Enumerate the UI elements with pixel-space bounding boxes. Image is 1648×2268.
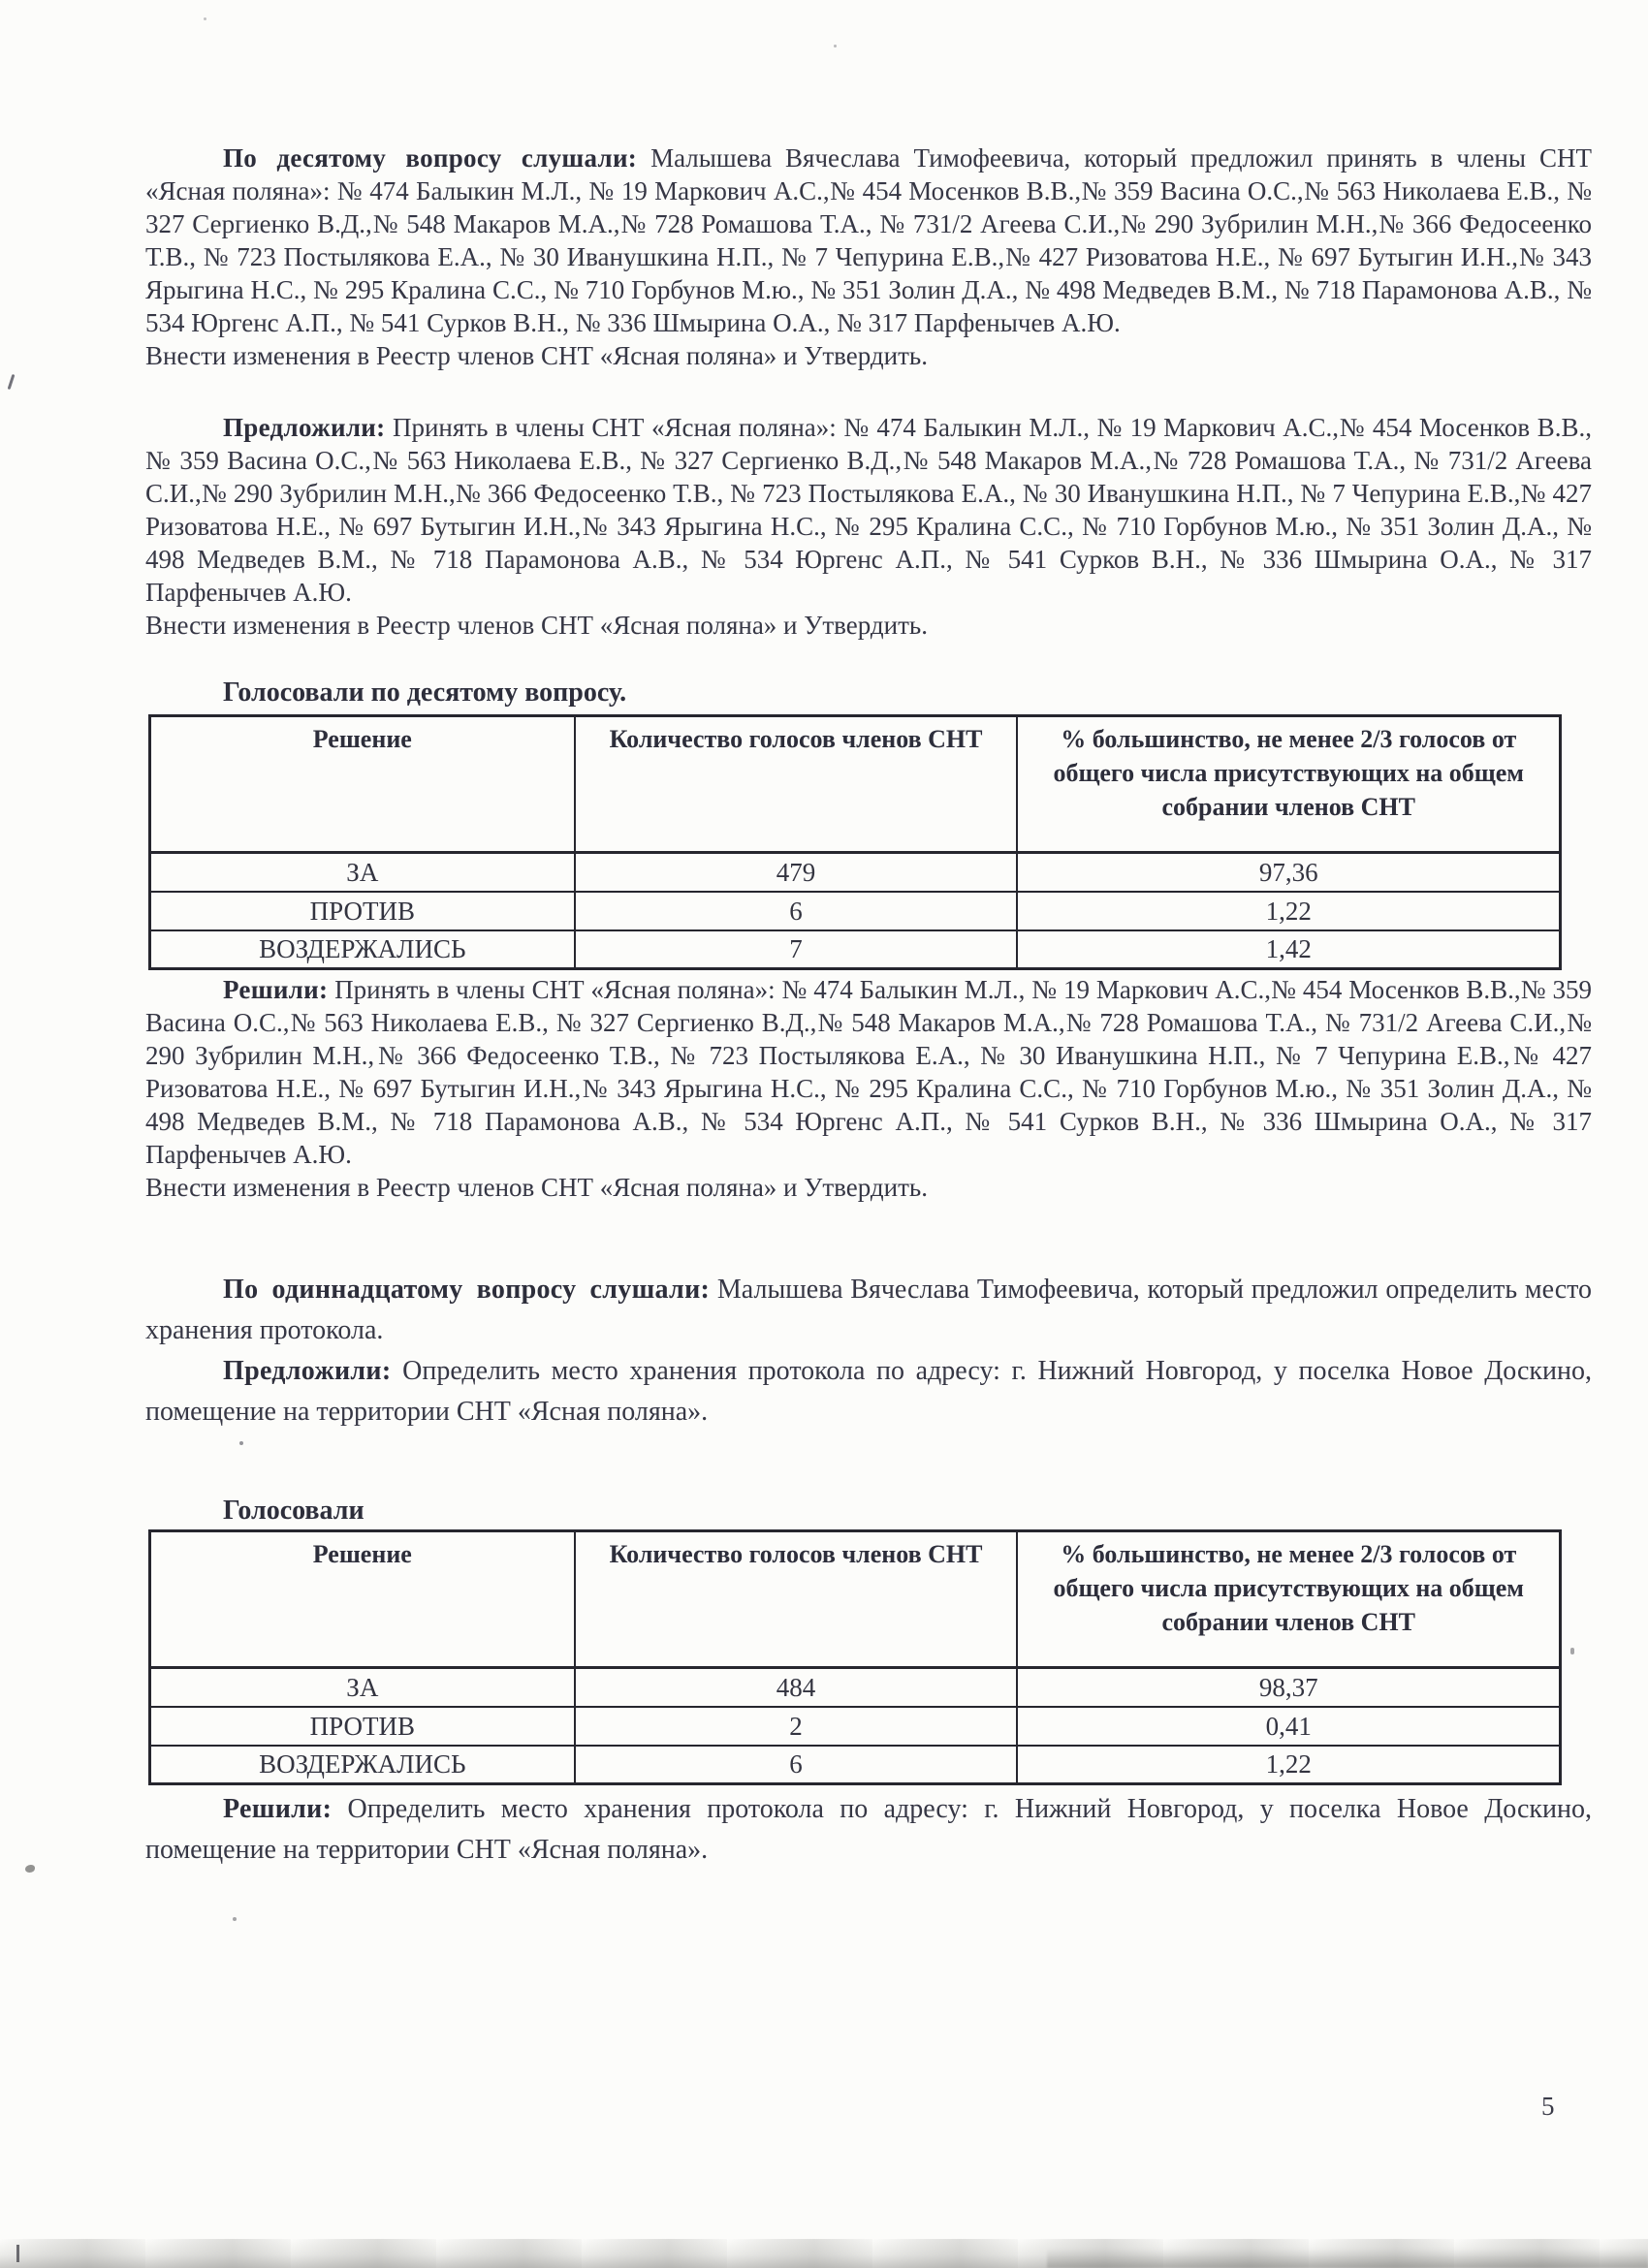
- vote-count-cell: 6: [575, 1746, 1018, 1784]
- q10-resolved-body: Принять в члены СНТ «Ясная поляна»: № 474 Балыкин М.Л., № 19 Маркович А.С.,№ 454 Мосенков В.В.,№ 359 Васина О.С.,№ 563 Николаева Е.В., № 327 Сергиенко В.Д.,№ 548 Макаров М.А.,№ 728 Ромашова Т.А., № 731/2 Агеева С.И.,№ 290 Зубрилин М.Н.,№ 366 Федосеенко Т.В., № 723 Постылякова Е.А., № 30 Иванушкина Н.П., № 7 Чепурина Е.В.,№ 427 Ризоватова Н.Е., № 697 Бутыгин И.Н.,№ 343 Ярыгина Н.С., № 295 Кралина С.С., № 710 Горбунов М.ю., № 351 Золин Д.А., № 498 Медведев В.М., № 718 Парамонова А.В., № 534 Юргенс А.П., № 541 Сурков В.Н., № 336 Шмырина О.А., № 317 Парфенычев А.Ю.: [145, 975, 1592, 1169]
- table-row: [150, 1746, 1561, 1784]
- table-row: [150, 1707, 1561, 1746]
- q11-proposed-lead: Предложили:: [223, 1356, 392, 1386]
- table-row: [150, 853, 1561, 892]
- vote-option-cell: ЗА: [150, 1668, 575, 1707]
- vote-option-cell: ПРОТИВ: [150, 892, 575, 930]
- vote-count-cell: 479: [575, 853, 1018, 892]
- scan-corner-tick: [16, 2245, 19, 2262]
- q11-heard-paragraph: [145, 1270, 1592, 1351]
- q10-proposed-lead: Предложили:: [223, 413, 386, 442]
- q10-proposed-section: [145, 411, 1592, 642]
- vote-option-cell: ВОЗДЕРЖАЛИСЬ: [150, 1746, 575, 1784]
- q10-heard-paragraph: [145, 142, 1592, 339]
- q11-heard-body: Малышева Вячеслава Тимофеевича, который предложил определить место хранения протокола.: [145, 1275, 1592, 1345]
- vote-count-cell: 7: [575, 930, 1018, 969]
- page-number: 5: [1541, 2092, 1555, 2121]
- q10-resolved-paragraph: [145, 973, 1592, 1171]
- vote-percent-cell: 1,22: [1017, 1746, 1560, 1784]
- vote-percent-cell: 1,42: [1017, 930, 1560, 969]
- q10-vote-heading: Голосовали по десятому вопросу.: [223, 677, 627, 708]
- table-row: [150, 1668, 1561, 1707]
- q10-proposed-paragraph: [145, 411, 1592, 609]
- table-header-row: [150, 1531, 1561, 1668]
- vote-option-cell: ЗА: [150, 853, 575, 892]
- q11-vote-heading: Голосовали: [223, 1496, 364, 1526]
- col-header-votes: Количество голосов членов СНТ: [575, 1531, 1018, 1668]
- q11-resolved-body: Определить место хранения протокола по адресу: г. Нижний Новгород, у поселка Новое Доскино, помещение на территории СНТ «Ясная поляна».: [145, 1794, 1592, 1865]
- vote-percent-cell: 1,22: [1017, 892, 1560, 930]
- vote-percent-cell: 98,37: [1017, 1668, 1560, 1707]
- q10-resolved-lead: Решили:: [223, 975, 329, 1004]
- q11-proposed-paragraph: [145, 1351, 1592, 1433]
- q10-registry-note-3: Внести изменения в Реестр членов СНТ «Ясная поляна» и Утвердить.: [145, 1173, 928, 1202]
- scan-pen-mark: [8, 374, 16, 390]
- q11-heard-lead: По одиннадцатому вопросу слушали:: [223, 1275, 711, 1305]
- q11-proposed-body: Определить место хранения протокола по адресу: г. Нижний Новгород, у поселка Новое Доскино, помещение на территории СНТ «Ясная поляна».: [145, 1356, 1592, 1427]
- q11-heard-section: [145, 1270, 1592, 1433]
- scan-speck: [834, 45, 837, 47]
- vote-count-cell: 484: [575, 1668, 1018, 1707]
- table-row: [150, 930, 1561, 969]
- col-header-percent: % большинство, не менее 2/3 голосов от общего числа присутствующих на общем собрании членов СНТ: [1017, 716, 1560, 853]
- q11-resolved-paragraph: [145, 1789, 1592, 1871]
- scan-bottom-edge-right: [1047, 2249, 1648, 2268]
- col-header-percent: % большинство, не менее 2/3 голосов от общего числа присутствующих на общем собрании членов СНТ: [1017, 1531, 1560, 1668]
- vote-count-cell: 2: [575, 1707, 1018, 1746]
- q10-registry-note-1: Внести изменения в Реестр членов СНТ «Ясная поляна» и Утвердить.: [145, 341, 928, 370]
- q11-resolved-section: [145, 1789, 1592, 1871]
- q11-resolved-lead: Решили:: [223, 1794, 333, 1824]
- col-header-decision: Решение: [150, 1531, 575, 1668]
- col-header-decision: Решение: [150, 716, 575, 853]
- q10-heard-section: [145, 142, 1592, 372]
- q10-registry-note-2: Внести изменения в Реестр членов СНТ «Ясная поляна» и Утвердить.: [145, 611, 928, 640]
- vote-count-cell: 6: [575, 892, 1018, 930]
- q10-proposed-body: Принять в члены СНТ «Ясная поляна»: № 474 Балыкин М.Л., № 19 Маркович А.С.,№ 454 Мосенков В.В.,№ 359 Васина О.С.,№ 563 Николаева Е.В., № 327 Сергиенко В.Д.,№ 548 Макаров М.А.,№ 728 Ромашова Т.А., № 731/2 Агеева С.И.,№ 290 Зубрилин М.Н.,№ 366 Федосеенко Т.В., № 723 Постылякова Е.А., № 30 Иванушкина Н.П., № 7 Чепурина Е.В.,№ 427 Ризоватова Н.Е., № 697 Бутыгин И.Н.,№ 343 Ярыгина Н.С., № 295 Кралина С.С., № 710 Горбунов М.ю., № 351 Золин Д.А., № 498 Медведев В.М., № 718 Парамонова А.В., № 534 Юргенс А.П., № 541 Сурков В.Н., № 336 Шмырина О.А., № 317 Парфенычев А.Ю.: [145, 413, 1592, 607]
- q10-heard-body: Малышева Вячеслава Тимофеевича, который предложил принять в члены СНТ «Ясная поляна»: № 474 Балыкин М.Л., № 19 Маркович А.С.,№ 454 Мосенков В.В.,№ 359 Васина О.С.,№ 563 Николаева Е.В., № 327 Сергиенко В.Д.,№ 548 Макаров М.А.,№ 728 Ромашова Т.А., № 731/2 Агеева С.И.,№ 290 Зубрилин М.Н.,№ 366 Федосеенко Т.В., № 723 Постылякова Е.А., № 30 Иванушкина Н.П., № 7 Чепурина Е.В.,№ 427 Ризоватова Н.Е., № 697 Бутыгин И.Н.,№ 343 Ярыгина Н.С., № 295 Кралина С.С., № 710 Горбунов М.ю., № 351 Золин Д.А., № 498 Медведев В.М., № 718 Парамонова А.В., № 534 Юргенс А.П., № 541 Сурков В.Н., № 336 Шмырина О.А., № 317 Парфенычев А.Ю.: [145, 143, 1592, 337]
- table-header-row: [150, 716, 1561, 853]
- vote-percent-cell: 97,36: [1017, 853, 1560, 892]
- scan-speck: [233, 1917, 237, 1921]
- col-header-votes: Количество голосов членов СНТ: [575, 716, 1018, 853]
- vote-percent-cell: 0,41: [1017, 1707, 1560, 1746]
- scan-blob: [25, 1865, 35, 1873]
- q10-heard-lead: По десятому вопросу слушали:: [223, 143, 638, 173]
- q10-resolved-section: [145, 973, 1592, 1204]
- scan-speck: [239, 1441, 243, 1445]
- q11-vote-table: [148, 1529, 1562, 1785]
- scan-speck: [204, 17, 206, 20]
- scan-speck: [1570, 1648, 1574, 1654]
- table-row: [150, 892, 1561, 930]
- q10-vote-table: [148, 714, 1562, 970]
- vote-option-cell: ВОЗДЕРЖАЛИСЬ: [150, 930, 575, 969]
- vote-option-cell: ПРОТИВ: [150, 1707, 575, 1746]
